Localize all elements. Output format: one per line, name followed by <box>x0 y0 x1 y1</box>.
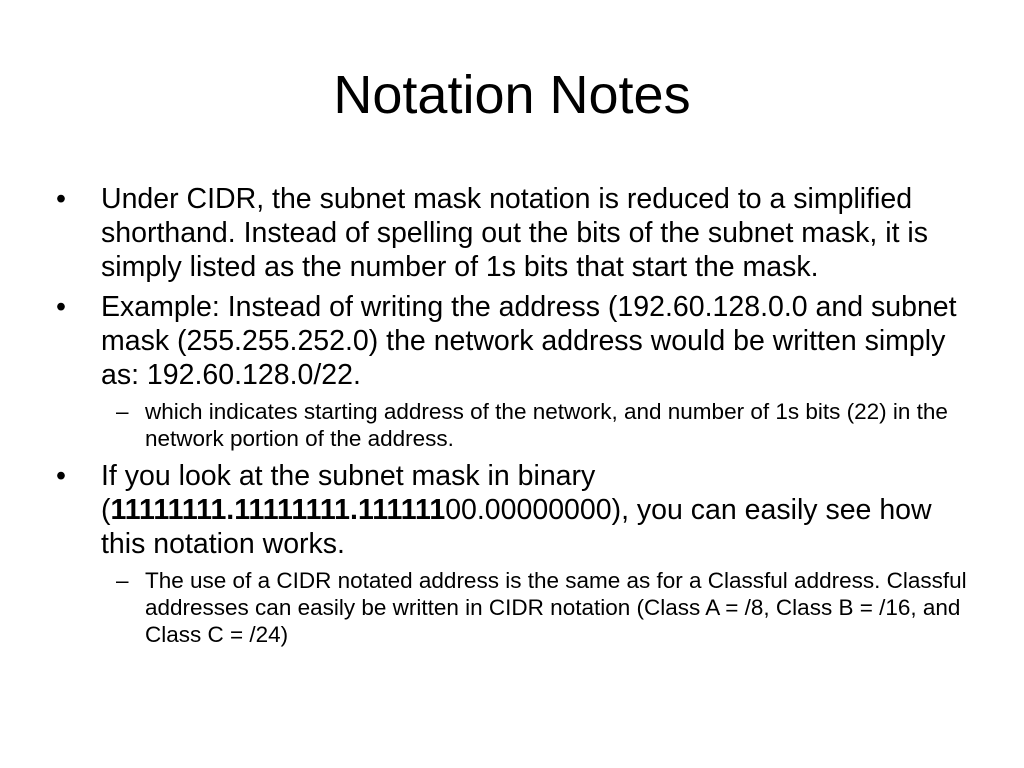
bullet-text: Example: Instead of writing the address (192.60.128.0.0 and subnet mask (255.255.252.0) the network address would be written simply as: 192.60.128.0/22. <box>101 291 957 391</box>
bullet-item <box>56 290 976 392</box>
bullet-text-lead: If you look at the subnet mask in binary ( <box>101 460 596 526</box>
sub-bullet-item <box>56 398 976 452</box>
bullet-marker: • <box>56 183 66 215</box>
binary-octet-3-ones: 111111 <box>357 494 446 526</box>
binary-dot-1: . <box>226 494 235 526</box>
binary-dot-2: . <box>350 494 358 526</box>
sub-bullet-marker: – <box>116 568 129 593</box>
sub-bullet-text: which indicates starting address of the network, and number of 1s bits (22) in the network portion of the address. <box>145 399 948 451</box>
slide-title: Notation Notes <box>333 65 691 125</box>
bullet-marker: • <box>56 460 66 492</box>
bullet-item <box>56 459 976 561</box>
sub-bullet-text: The use of a CIDR notated address is the same as for a Classful address. Classful addresses can easily be written in CIDR notation (Class A = /8, Class B = /16, and Class C = /24) <box>145 568 967 647</box>
binary-octet-2: 11111111 <box>234 494 351 526</box>
bullet-marker: • <box>56 291 66 323</box>
sub-bullet-marker: – <box>116 399 129 424</box>
bullet-text: Under CIDR, the subnet mask notation is reduced to a simplified shorthand. Instead of spelling out the bits of the subnet mask, it is simply listed as the number of 1s bits that start the mask. <box>101 183 928 283</box>
sub-bullet-item <box>56 567 976 648</box>
bullet-text-rest: 00.00000000), you can easily see how this notation works. <box>101 494 932 560</box>
binary-octet-1: 11111111 <box>110 494 227 526</box>
bullet-item <box>56 182 976 284</box>
slide-content <box>56 182 976 655</box>
bullet-text <box>101 460 932 560</box>
